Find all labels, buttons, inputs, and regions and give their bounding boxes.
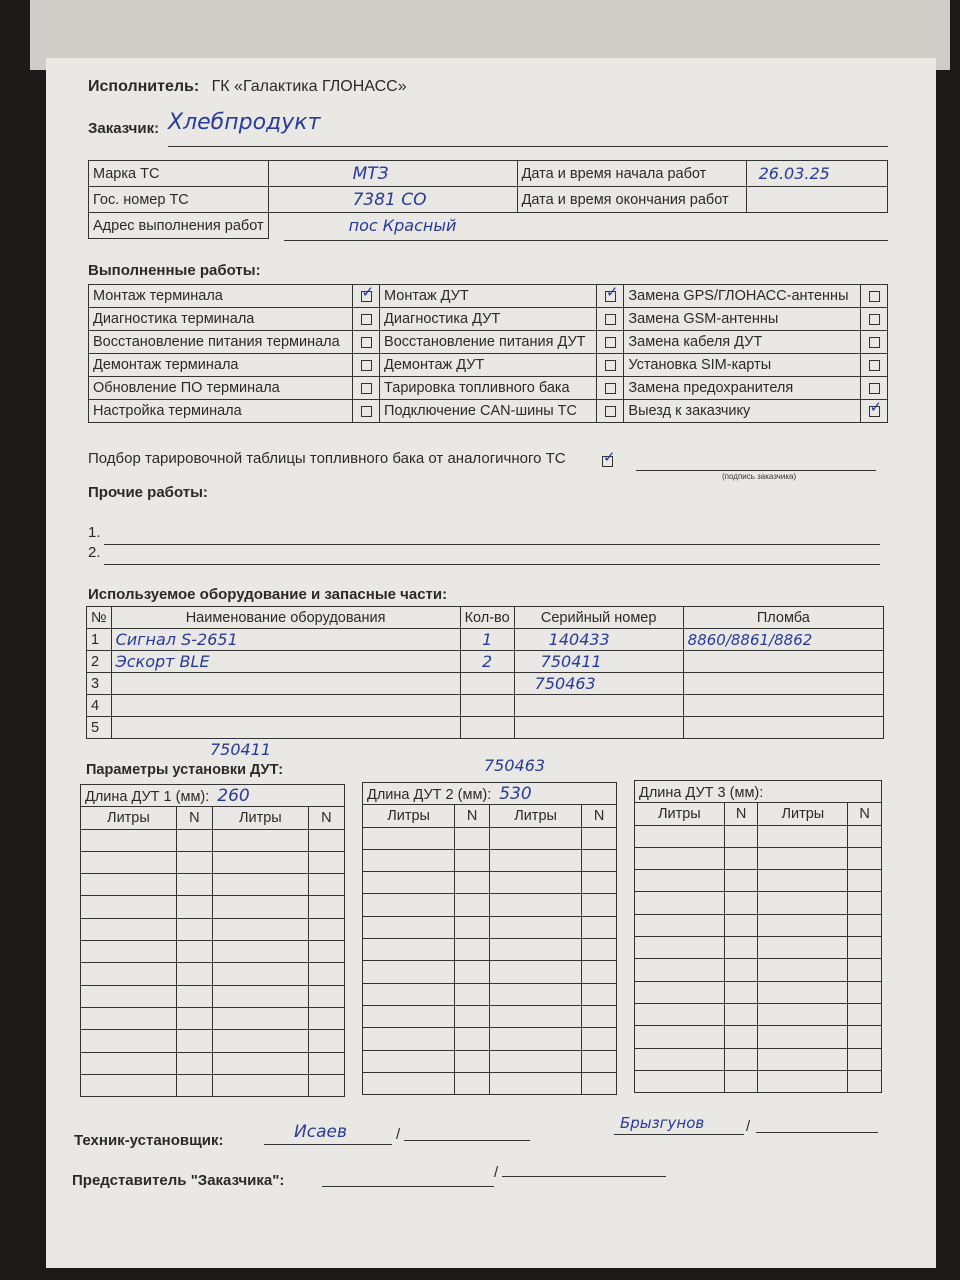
col-header-num: № [87,607,112,629]
dut2-col-n: N [582,805,617,827]
col-header-name: Наименование оборудования [111,607,460,629]
equipment-serial: 750463 [534,674,596,693]
row-num: 4 [87,695,112,717]
seal-cell [683,717,883,739]
table-row [363,961,617,983]
work-item: Диагностика ДУТ [380,308,597,331]
dut2-col-liters: Литры [489,805,581,827]
work-item: Демонтаж ДУТ [380,354,597,377]
table-row [87,673,884,695]
equipment-name: Сигнал S-2651 [115,630,238,649]
checkbox-icon[interactable] [869,291,880,302]
checkbox-icon[interactable] [605,360,616,371]
dut1-table [80,784,345,1097]
customer-underline [168,146,888,147]
work-item: Установка SIM-карты [624,354,861,377]
works-table [88,284,888,423]
table-row [363,849,617,871]
customer-sign-line [636,470,876,471]
tech-label: Техник-установщик: [74,1132,224,1149]
other-line-1-num: 1. [88,524,101,541]
checkbox-cell[interactable] [353,308,380,331]
serial-cell [514,651,683,673]
checkbox-icon[interactable] [361,406,372,417]
equipment-serial: 750411 [540,652,602,671]
dut1-label: Длина ДУТ 1 (мм): [85,788,210,805]
table-row [363,872,617,894]
equipment-qty: 1 [482,630,493,649]
table-row [635,1026,882,1048]
qty-cell [460,651,514,673]
col-header-serial: Серийный номер [514,607,683,629]
rep-label: Представитель "Заказчика": [72,1172,285,1189]
table-row [635,959,882,981]
row-num: 1 [87,629,112,651]
table-row [635,1003,882,1025]
tech-slash: / [396,1126,401,1143]
tech-name: Исаев [294,1122,347,1142]
table-row [87,629,884,651]
checkbox-cell[interactable] [861,308,888,331]
seal-cell [683,651,883,673]
other-line-1[interactable] [104,544,880,545]
plate-value: 7381 СО [352,189,427,210]
table-row [81,918,345,940]
table-row [87,695,884,717]
table-row [635,937,882,959]
table-row [81,985,345,1007]
checkbox-cell[interactable] [597,285,624,308]
work-item: Замена кабеля ДУТ [624,331,861,354]
plate-cell [268,187,517,213]
table-row [81,896,345,918]
executor-value: ГК «Галактика ГЛОНАСС» [211,78,407,95]
other-line-2[interactable] [104,564,880,565]
table-row [363,939,617,961]
serial-cell [514,673,683,695]
table-row [81,829,345,851]
checkbox-icon[interactable] [605,383,616,394]
equipment-table [86,606,884,739]
dut2-serial-annotation: 750463 [484,756,546,775]
checkbox-cell[interactable] [353,354,380,377]
table-row [635,1070,882,1092]
checkbox-cell[interactable] [353,285,380,308]
table-row [81,963,345,985]
work-item: Диагностика терминала [89,308,353,331]
works-title: Выполненные работы: [88,262,261,279]
tech2-name-line[interactable] [756,1132,878,1133]
seal-cell [683,629,883,651]
address-underline [284,240,888,241]
table-row [363,916,617,938]
vehicle-table [88,160,888,239]
checkbox-icon[interactable] [361,337,372,348]
dut-params-title: Параметры установки ДУТ: [86,762,284,778]
work-item: Восстановление питания терминала [89,331,353,354]
checked-box-icon[interactable] [869,406,880,417]
checkbox-cell[interactable] [353,331,380,354]
table-row [81,941,345,963]
work-item: Замена GPS/ГЛОНАСС-антенны [624,285,861,308]
dut1-col-liters: Литры [212,807,308,829]
equipment-serial: 140433 [548,630,610,649]
checkbox-cell[interactable] [597,377,624,400]
checkbox-icon[interactable] [361,383,372,394]
checkbox-icon[interactable] [605,337,616,348]
rep-name-line[interactable] [502,1176,666,1177]
work-item: Монтаж ДУТ [380,285,597,308]
address-value: пос Красный [348,216,457,236]
tech2-name: Брызгунов [620,1114,705,1132]
table-row [363,1050,617,1072]
dut3-col-n: N [724,803,758,825]
qty-cell [460,695,514,717]
checked-box-icon[interactable] [605,291,616,302]
dut1-col-n: N [308,807,344,829]
executor-label: Исполнитель: [88,78,200,95]
dut2-col-liters: Литры [363,805,455,827]
dut1-serial-annotation: 750411 [210,740,272,759]
table-row [635,825,882,847]
serial-cell [514,629,683,651]
table-row [363,1005,617,1027]
dut2-table [362,782,617,1095]
table-row [635,1048,882,1070]
qty-cell [460,629,514,651]
checkbox-icon[interactable] [361,360,372,371]
work-item: Замена GSM-антенны [624,308,861,331]
checkbox-cell[interactable] [861,354,888,377]
dut3-header [635,781,882,803]
customer-value: Хлебпродукт [168,110,321,135]
dut2-value: 530 [499,783,532,804]
table-row [635,892,882,914]
dut2-col-n: N [455,805,490,827]
equipment-seal: 8860/8861/8862 [687,630,813,649]
table-row [635,870,882,892]
start-cell [746,161,887,187]
checkbox-cell[interactable] [353,377,380,400]
dut1-header [81,785,345,807]
table-row [81,1030,345,1052]
row-num: 3 [87,673,112,695]
work-item: Тарировка топливного бака [380,377,597,400]
work-item: Выезд к заказчику [624,400,861,423]
work-item: Обновление ПО терминала [89,377,353,400]
work-item: Настройка терминала [89,400,353,423]
end-label: Дата и время окончания работ [517,187,746,213]
name-cell [111,651,460,673]
name-cell [111,717,460,739]
checkbox-icon[interactable] [869,314,880,325]
rep-sign-line[interactable] [322,1186,494,1187]
checkbox-cell[interactable] [353,400,380,423]
dut2-header [363,783,617,805]
row-num: 2 [87,651,112,673]
table-row [363,894,617,916]
table-row [363,1072,617,1094]
table-row [81,1007,345,1029]
col-header-seal: Пломба [683,607,883,629]
selection-checkbox-icon[interactable] [602,456,613,467]
table-row [81,874,345,896]
dut3-col-liters: Литры [758,803,848,825]
dut1-col-n: N [176,807,212,829]
dut1-col-liters: Литры [81,807,177,829]
tech2-slash: / [746,1118,751,1135]
executor-line [88,78,407,96]
work-item: Монтаж терминала [89,285,353,308]
checkbox-icon[interactable] [605,314,616,325]
checkbox-cell[interactable] [597,308,624,331]
dut3-col-liters: Литры [635,803,725,825]
name-cell [111,695,460,717]
qty-cell [460,673,514,695]
plate-label: Гос. номер ТС [89,187,269,213]
seal-cell [683,695,883,717]
table-row [81,1074,345,1096]
table-row [635,847,882,869]
selection-label: Подбор тарировочной таблицы топливного бака от аналогичного ТС [88,450,566,467]
seal-cell [683,673,883,695]
start-label: Дата и время начала работ [517,161,746,187]
checkbox-icon[interactable] [869,337,880,348]
checkbox-cell[interactable] [597,400,624,423]
checked-box-icon[interactable] [361,291,372,302]
work-item: Подключение CAN-шины ТС [380,400,597,423]
start-value: 26.03.25 [758,164,830,183]
brand-cell [268,161,517,187]
table-row [87,717,884,739]
equipment-title: Используемое оборудование и запасные части: [88,586,448,603]
other-works-title: Прочие работы: [88,484,208,501]
end-value [746,187,887,213]
name-cell [111,673,460,695]
tech-name-line[interactable] [404,1140,530,1141]
address-cell [268,213,887,239]
work-item: Демонтаж терминала [89,354,353,377]
checkbox-cell[interactable] [861,331,888,354]
equipment-name: Эскорт BLE [115,652,210,671]
other-line-2-num: 2. [88,544,101,561]
dut1-value: 260 [217,785,250,806]
dut3-col-n: N [848,803,882,825]
checkbox-icon[interactable] [605,406,616,417]
work-order-form [46,58,936,1268]
checkbox-icon[interactable] [361,314,372,325]
brand-value: МТЗ [352,163,389,184]
table-row [363,827,617,849]
table-row [635,914,882,936]
checkbox-icon[interactable] [869,383,880,394]
serial-cell [514,695,683,717]
row-num: 5 [87,717,112,739]
work-item: Восстановление питания ДУТ [380,331,597,354]
checkbox-cell[interactable] [597,354,624,377]
work-item: Замена предохранителя [624,377,861,400]
name-cell [111,629,460,651]
qty-cell [460,717,514,739]
checkbox-icon[interactable] [869,360,880,371]
dut3-label: Длина ДУТ 3 (мм): [639,784,764,801]
checkbox-cell[interactable] [861,377,888,400]
table-row [635,981,882,1003]
col-header-qty: Кол-во [460,607,514,629]
checkbox-cell[interactable] [597,331,624,354]
checkbox-cell[interactable] [861,400,888,423]
dut2-label: Длина ДУТ 2 (мм): [367,786,492,803]
customer-label: Заказчик: [88,120,160,137]
equipment-qty: 2 [482,652,493,671]
table-row [363,983,617,1005]
dut3-table [634,780,882,1093]
table-row [81,1052,345,1074]
serial-cell [514,717,683,739]
rep-slash: / [494,1164,499,1181]
checkbox-cell[interactable] [861,285,888,308]
sign-caption: (подпись заказчика) [722,472,797,481]
address-label: Адрес выполнения работ [89,213,269,239]
brand-label: Марка ТС [89,161,269,187]
table-row [87,651,884,673]
table-row [363,1028,617,1050]
tech2-sign-line[interactable] [614,1134,744,1135]
tech-sign-line[interactable] [264,1144,392,1145]
table-row [81,851,345,873]
